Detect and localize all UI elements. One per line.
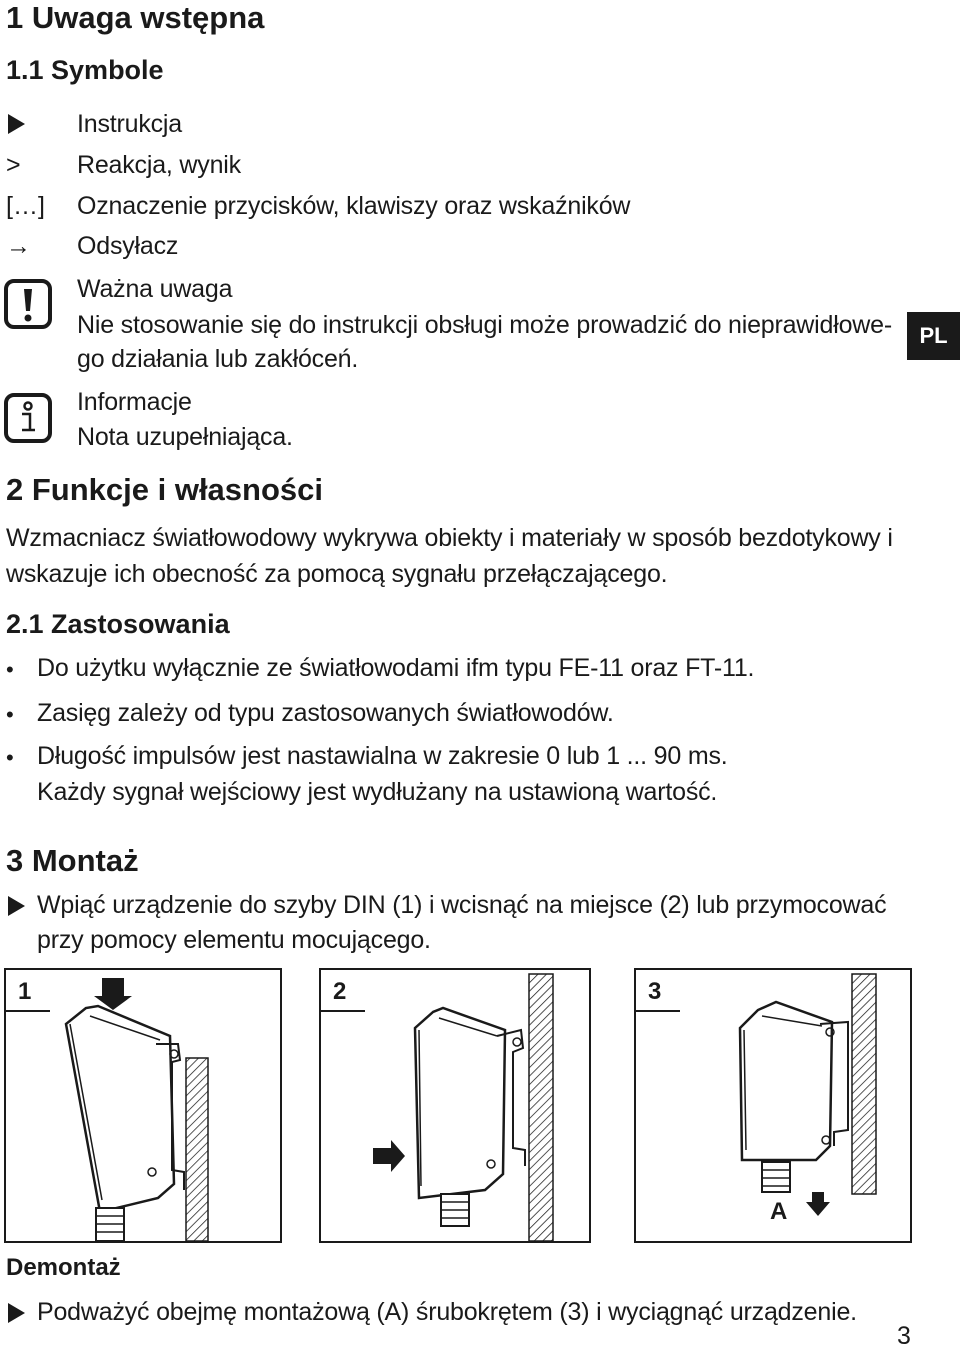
bullet-2-text: Zasięg zależy od typu zastosowanych światłowodów. <box>37 699 614 727</box>
mounting-instruction-line2: przy pomocy elementu mocującego. <box>37 926 431 954</box>
language-tab: PL <box>907 312 960 360</box>
triangle-right-icon <box>8 114 25 134</box>
device-drawing <box>6 970 280 1241</box>
figure-3-label-a: A <box>770 1198 788 1225</box>
symbol-arrow: → <box>6 232 31 260</box>
section-1-1-heading: 1.1 Symbole <box>6 55 164 85</box>
warning-icon <box>3 278 53 330</box>
figure-2 <box>319 968 591 1243</box>
figure-number: 3 <box>648 978 662 1005</box>
section-1-heading: 1 Uwaga wstępna <box>6 0 265 35</box>
section-2-heading: 2 Funkcje i własności <box>6 472 324 507</box>
page-number: 3 <box>897 1322 911 1350</box>
symbol-arrow-text: Odsyłacz <box>77 232 179 260</box>
warning-text-line1: Nie stosowanie się do instrukcji obsługi może prowadzić do nieprawidłowe- <box>77 311 892 339</box>
mounting-instruction-line1: Wpiąć urządzenie do szyby DIN (1) i wcisnąć na miejsce (2) lub przymocować <box>37 891 887 919</box>
bullet-1: • <box>6 657 14 682</box>
bullet-3-text-line1: Długość impulsów jest nastawialna w zakresie 0 lub 1 ... 90 ms. <box>37 742 728 770</box>
bullet-2: • <box>6 702 14 727</box>
section-2-1-heading: 2.1 Zastosowania <box>6 609 230 639</box>
section-2-paragraph-line2: wskazuje ich obecność za pomocą sygnału przełączającego. <box>6 560 668 588</box>
bullet-3-text-line2: Każdy sygnał wejściowy jest wydłużany na ustawioną wartość. <box>37 778 718 806</box>
section-2-paragraph-line1: Wzmacniacz światłowodowy wykrywa obiekty i materiały w sposób bezdotykowy i <box>6 524 893 552</box>
symbol-brackets: […] <box>6 192 45 220</box>
figure-number: 1 <box>18 978 32 1005</box>
triangle-right-icon <box>8 1303 25 1323</box>
warning-title: Ważna uwaga <box>77 275 233 303</box>
symbol-brackets-text: Oznaczenie przycisków, klawiszy oraz wskaźników <box>77 192 631 220</box>
symbol-reaction: > <box>6 151 21 179</box>
symbol-instruction-text: Instrukcja <box>77 110 182 138</box>
demount-instruction: Podważyć obejmę montażową (A) śrubokrętem (3) i wyciągnąć urządzenie. <box>37 1298 857 1326</box>
warning-text-line2: go działania lub zakłóceń. <box>77 345 359 373</box>
symbol-reaction-text: Reakcja, wynik <box>77 151 241 179</box>
figure-1 <box>4 968 282 1243</box>
info-title: Informacje <box>77 388 192 416</box>
info-text: Nota uzupełniająca. <box>77 423 293 451</box>
demount-heading: Demontaż <box>6 1254 121 1281</box>
info-icon <box>3 392 53 444</box>
section-3-heading: 3 Montaż <box>6 843 139 878</box>
figure-3 <box>634 968 912 1243</box>
device-drawing <box>321 970 589 1241</box>
bullet-1-text: Do użytku wyłącznie ze światłowodami ifm typu FE-11 oraz FT-11. <box>37 654 755 682</box>
figure-number: 2 <box>333 978 347 1005</box>
triangle-right-icon <box>8 896 25 916</box>
bullet-3: • <box>6 745 14 770</box>
